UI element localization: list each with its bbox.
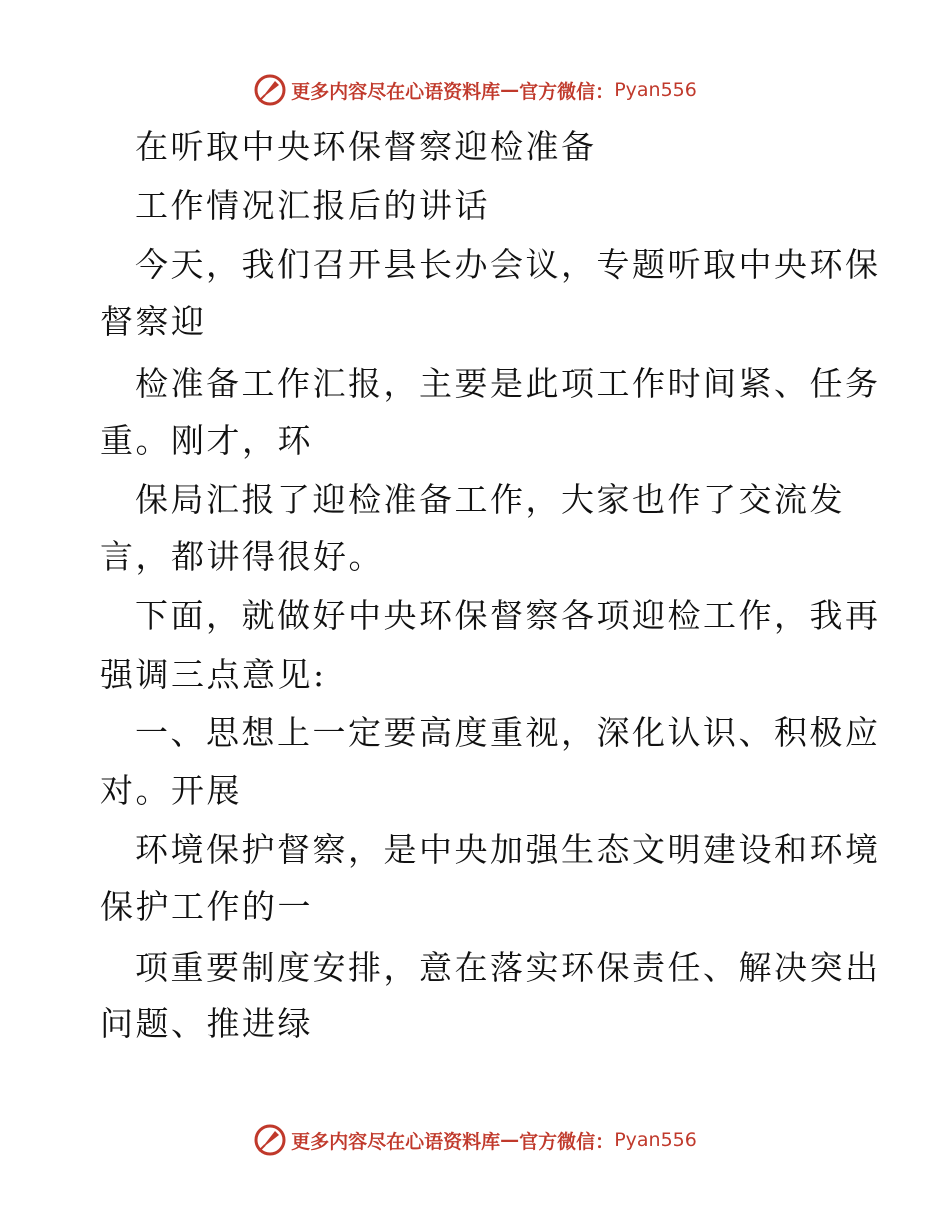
paragraph-line: 今天，我们召开县长办会议，专题听取中央环保 — [135, 245, 881, 284]
banner-wechat-id: Pyan556 — [614, 79, 697, 101]
banner-site-text: 更多内容尽在心语资料库 — [291, 80, 501, 103]
footer-banner — [0, 1120, 950, 1160]
banner-wechat-label: 官方微信： — [519, 80, 615, 103]
paragraph-line: 言，都讲得很好。 — [100, 537, 384, 576]
doc-title-line-2: 工作情况汇报后的讲话 — [135, 186, 490, 225]
feather-pen-logo-icon — [253, 1123, 287, 1157]
header-banner — [0, 70, 950, 110]
paragraph-line: 环境保护督察，是中央加强生态文明建设和环境 — [135, 830, 881, 869]
paragraph-line: 强调三点意见: — [100, 655, 327, 694]
banner-dash: — — [500, 1129, 520, 1151]
paragraph-line: 项重要制度安排，意在落实环保责任、解决突出 — [135, 948, 881, 987]
paragraph-line: 检准备工作汇报，主要是此项工作时间紧、任务 — [135, 364, 881, 403]
paragraph-line: 问题、推进绿 — [100, 1004, 313, 1043]
paragraph-line: 下面，就做好中央环保督察各项迎检工作，我再 — [135, 596, 881, 635]
doc-title-line-1: 在听取中央环保督察迎检准备 — [135, 127, 597, 166]
paragraph-line: 对。开展 — [100, 771, 242, 810]
banner-wechat-label: 官方微信： — [519, 1130, 615, 1153]
paragraph-line: 一、思想上一定要高度重视，深化认识、积极应 — [135, 713, 881, 752]
banner-wechat-id: Pyan556 — [614, 1129, 697, 1151]
banner-dash: — — [500, 79, 520, 101]
banner-site-text: 更多内容尽在心语资料库 — [291, 1130, 501, 1153]
feather-pen-logo-icon — [253, 73, 287, 107]
paragraph-line: 保护工作的一 — [100, 887, 313, 926]
paragraph-line: 保局汇报了迎检准备工作，大家也作了交流发 — [135, 480, 845, 519]
paragraph-line: 重。刚才，环 — [100, 421, 313, 460]
paragraph-line: 督察迎 — [100, 302, 207, 341]
